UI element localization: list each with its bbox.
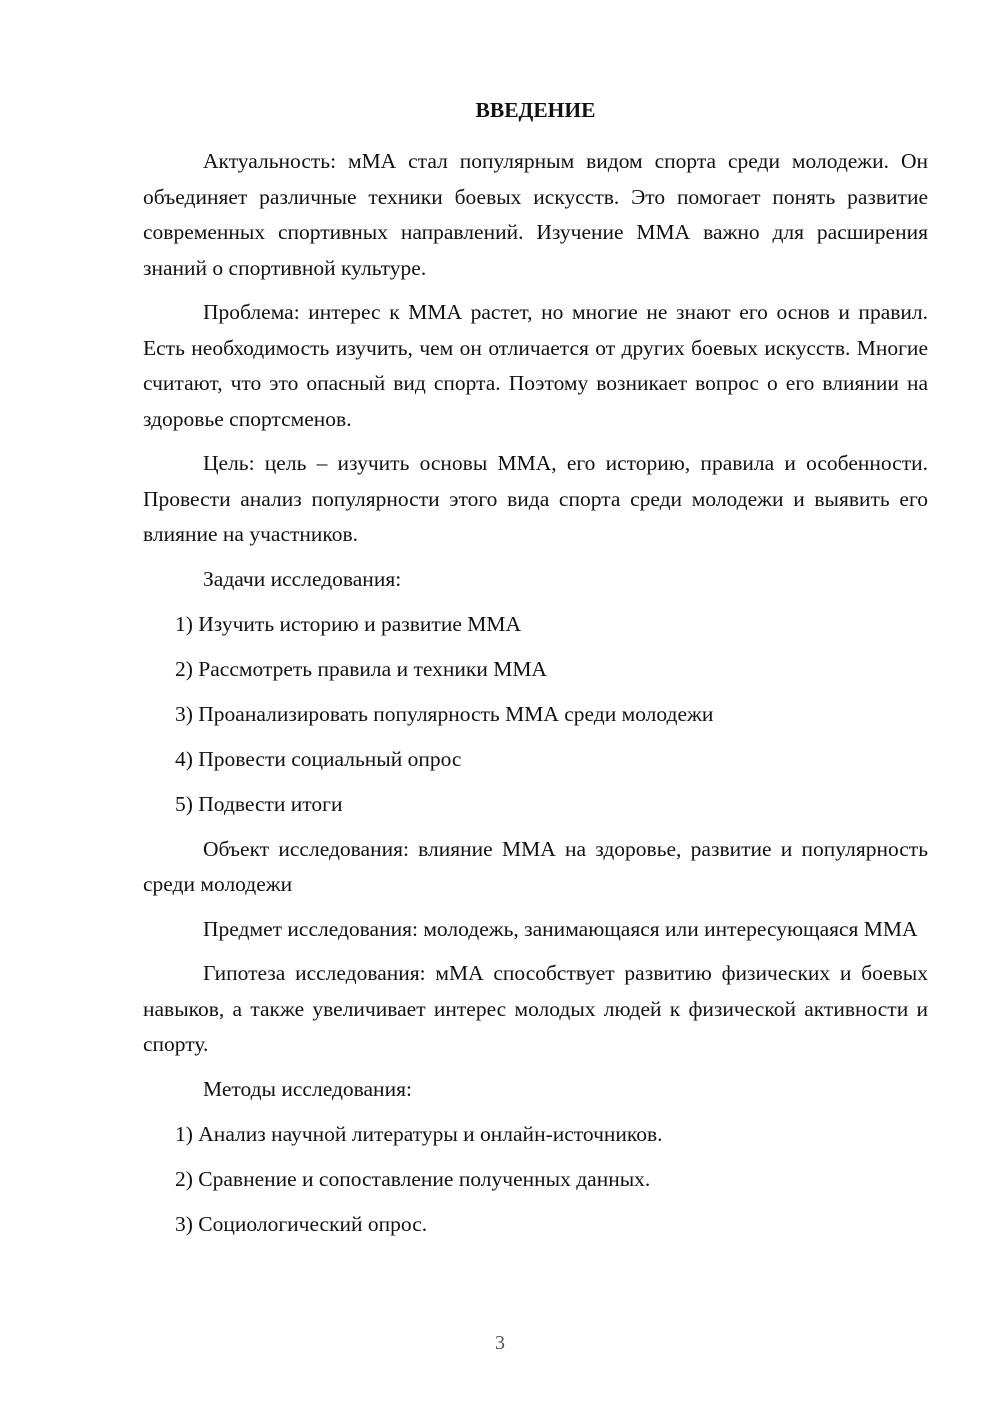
list-item: 2) Сравнение и сопоставление полученных данных.	[175, 1166, 651, 1191]
paragraph-problem: Проблема: интерес к ММА растет, но многие не знают его основ и правил. Есть необходимость изучить, чем он отличается от других боевых искусств. Многие считают, что это опасный вид спорта. Поэтому возникает вопрос о его влиянии на здоровье спортсменов.	[143, 300, 928, 431]
list-item: 3) Проанализировать популярность ММА среди молодежи	[175, 701, 714, 726]
paragraph-object: Объект исследования: влияние ММА на здоровье, развитие и популярность среди молодежи	[143, 836, 928, 896]
paragraph-relevance: Актуальность: мМА стал популярным видом спорта среди молодежи. Он объединяет различные техники боевых искусств. Это помогает понять развитие современных спортивных направлений. Изучение ММА важно для расширения знаний о спортивной культуре.	[143, 149, 928, 280]
list-item: 4) Провести социальный опрос	[175, 746, 462, 771]
list-item: 5) Подвести итоги	[175, 791, 343, 816]
page-title: ВВЕДЕНИЕ	[475, 98, 596, 122]
tasks-list	[143, 607, 928, 823]
list-item: 1) Анализ научной литературы и онлайн-источников.	[175, 1121, 663, 1146]
paragraph-hypothesis: Гипотеза исследования: мМА способствует развитию физических и боевых навыков, а также увеличивает интерес молодых людей к физической активности и спорту.	[143, 961, 928, 1056]
methods-list	[143, 1117, 928, 1243]
list-item: 1) Изучить историю и развитие ММА	[175, 611, 522, 636]
paragraph-subject: Предмет исследования: молодежь, занимающаяся или интересующаяся ММА	[203, 916, 918, 941]
list-item: 2) Рассмотреть правила и техники ММА	[175, 656, 547, 681]
methods-heading: Методы исследования:	[203, 1076, 412, 1101]
list-item: 3) Социологический опрос.	[175, 1211, 428, 1236]
paragraph-goal: Цель: цель – изучить основы ММА, его историю, правила и особенности. Провести анализ популярности этого вида спорта среди молодежи и выявить его влияние на участников.	[143, 451, 928, 546]
tasks-heading: Задачи исследования:	[203, 566, 402, 591]
page-content	[143, 92, 928, 1252]
page-number: 3	[495, 1332, 505, 1354]
